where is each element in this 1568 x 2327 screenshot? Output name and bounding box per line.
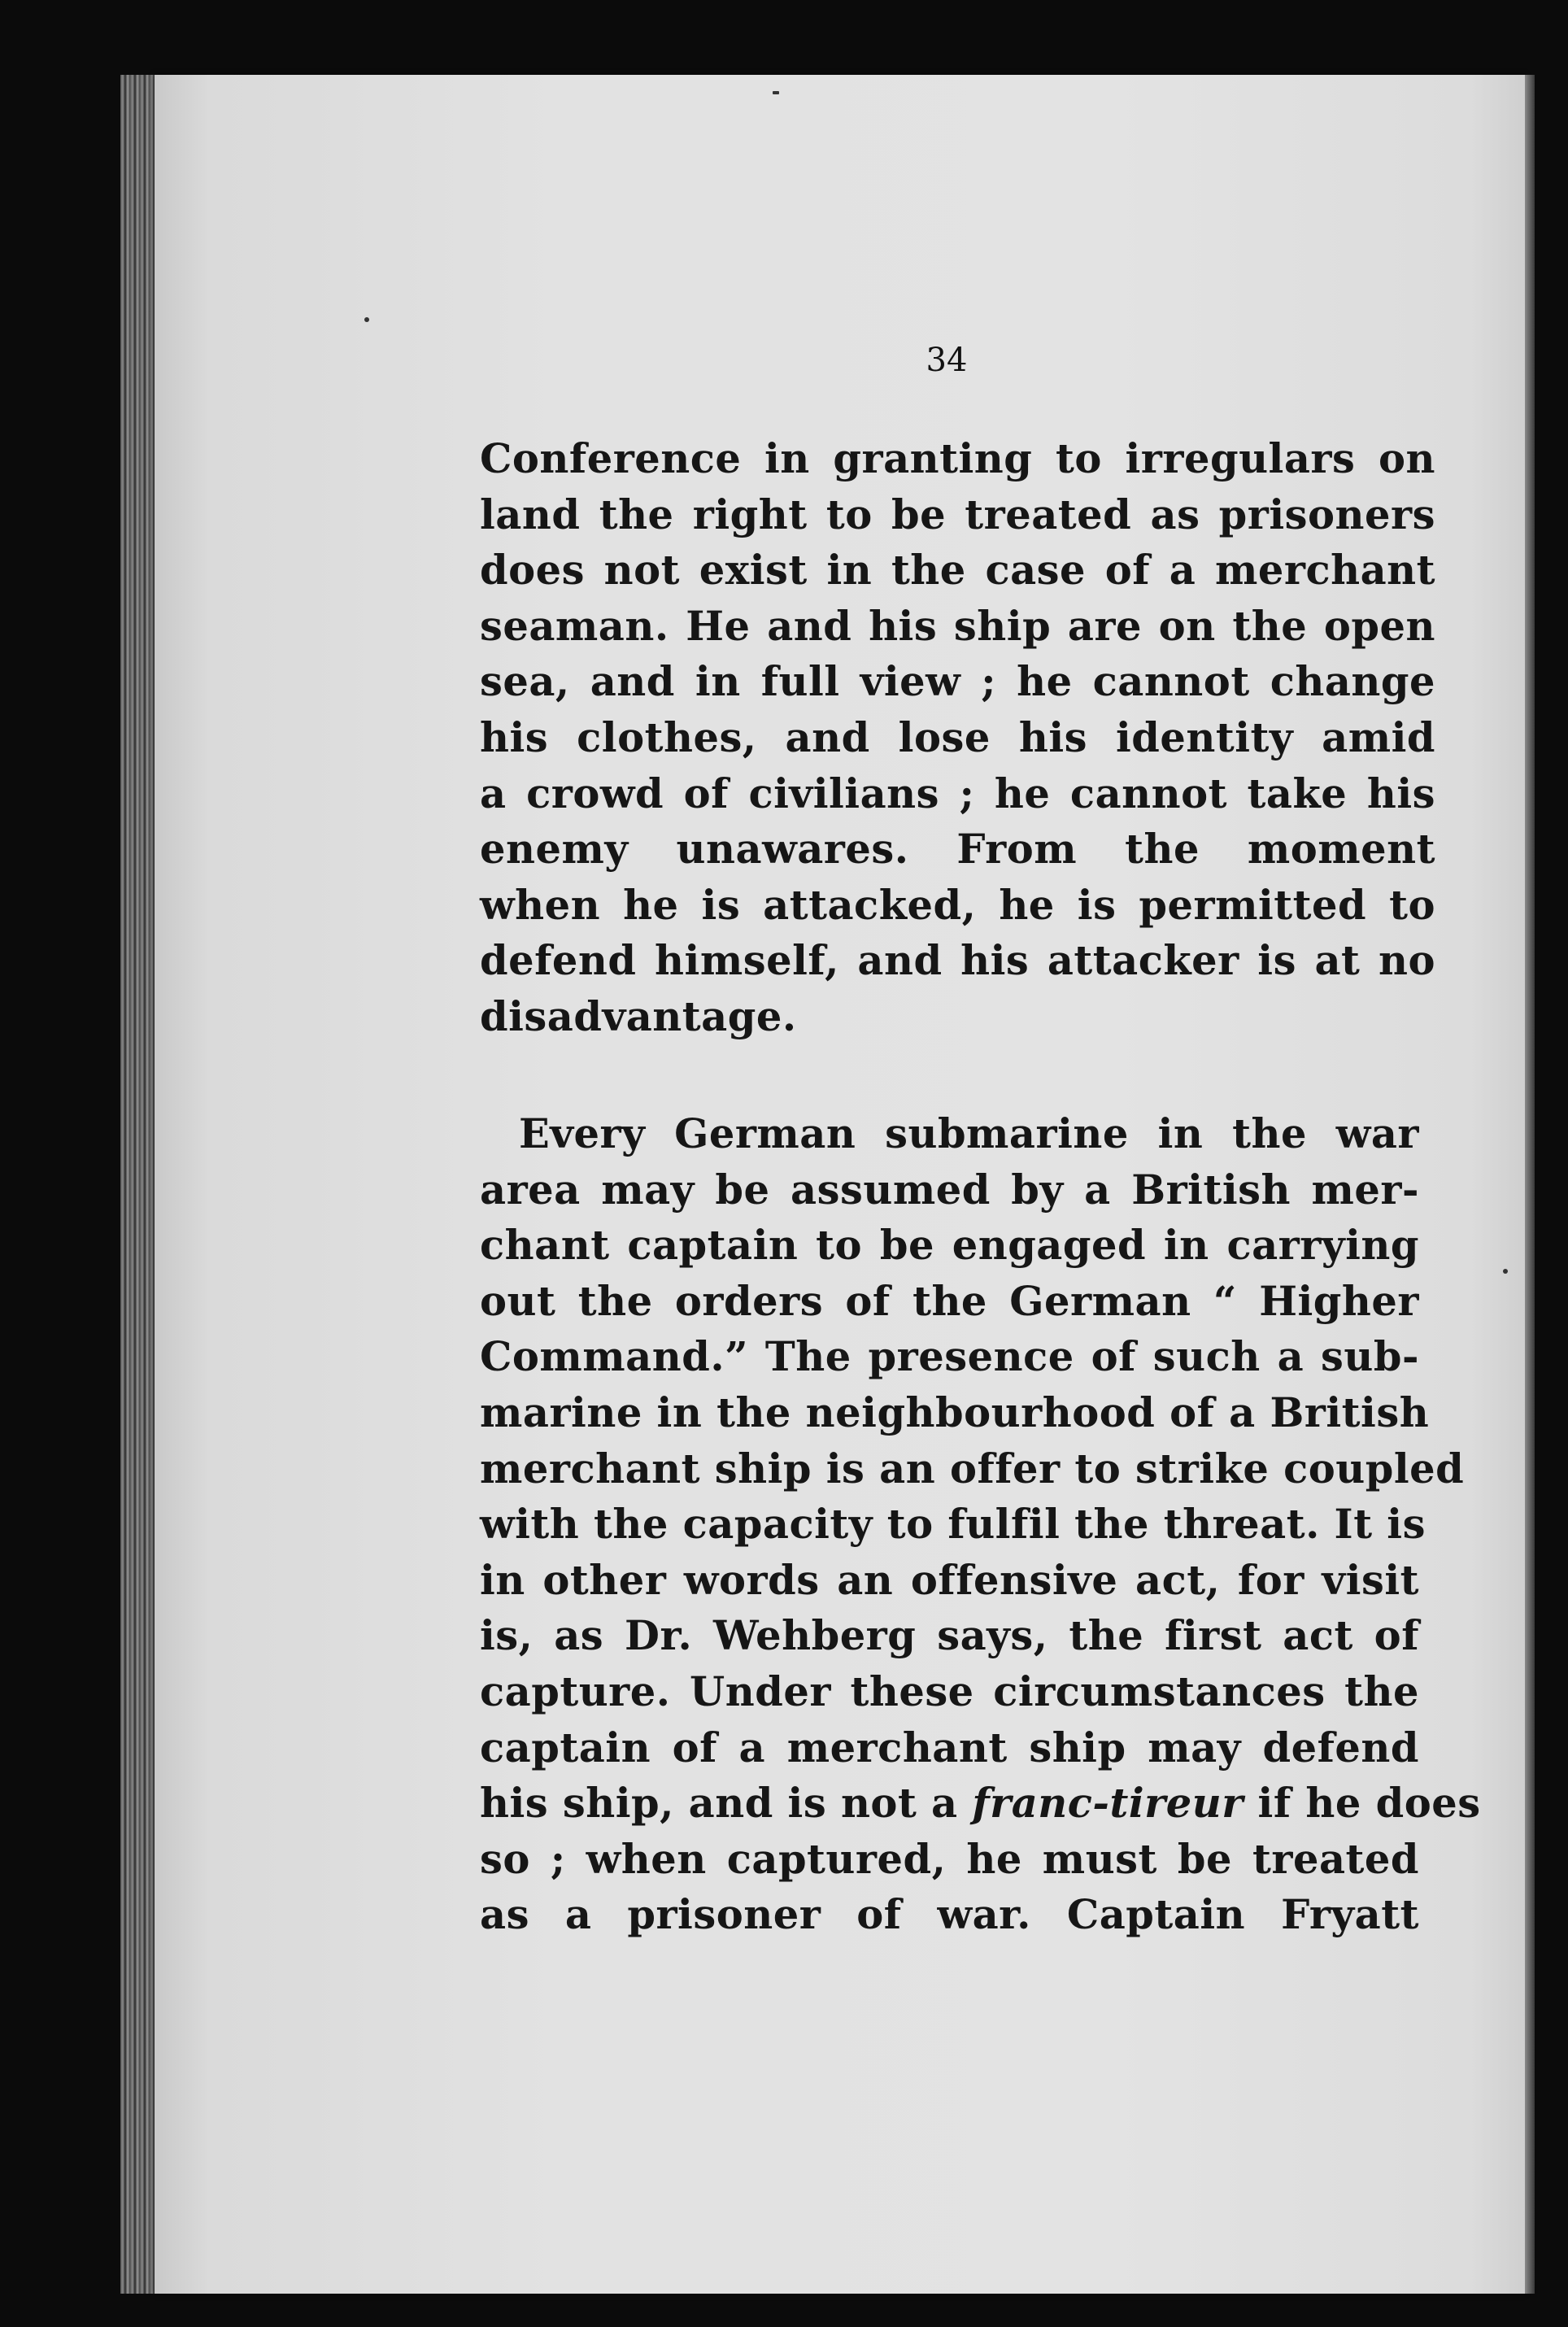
text-line: Conference in granting to irregulars on	[480, 435, 1435, 482]
text-segment: his ship, and is not a	[480, 1780, 958, 1828]
text-line: captain of a merchant ship may defend	[480, 1723, 1419, 1771]
text-line: with the capacity to fulfil the threat. It is	[480, 1501, 1426, 1549]
paragraph-1	[480, 431, 1435, 1045]
book-spine	[120, 75, 156, 2294]
text-line: marine in the neighbourhood of a British	[480, 1388, 1430, 1436]
text-line: does not exist in the case of a merchant	[480, 547, 1435, 595]
text-line: defend himself, and his attacker is at no	[480, 937, 1435, 985]
print-speck	[364, 317, 369, 322]
text-line: in other words an offensive act, for visit	[480, 1556, 1419, 1604]
text-line: merchant ship is an offer to strike coupled	[480, 1445, 1465, 1493]
text-line-with-italic	[480, 1776, 1481, 1832]
text-line: land the right to be treated as prisoners	[480, 490, 1435, 538]
text-line: chant captain to be engaged in carrying	[480, 1222, 1419, 1270]
text-line: enemy unawares. From the moment	[480, 826, 1435, 874]
page-number: 34	[926, 342, 968, 379]
text-line: as a prisoner of war. Captain Fryatt	[480, 1891, 1419, 1939]
text-line: out the orders of the German “ Higher	[480, 1277, 1419, 1325]
text-line: Every German submarine in the war	[519, 1110, 1419, 1157]
paragraph-2	[480, 1106, 1481, 1943]
text-segment: if he does	[1257, 1780, 1481, 1828]
text-line: capture. Under these circumstances the	[480, 1667, 1419, 1715]
text-line: when he is attacked, he is permitted to	[480, 881, 1435, 929]
text-line: sea, and in full view ; he cannot change	[480, 658, 1435, 706]
text-line: a crowd of civilians ; he cannot take his	[480, 769, 1435, 817]
text-line: is, as Dr. Wehberg says, the first act of	[480, 1612, 1419, 1660]
text-line: area may be assumed by a British mer-	[480, 1166, 1419, 1214]
print-speck	[1503, 1269, 1508, 1274]
text-line: seaman. He and his ship are on the open	[480, 602, 1435, 650]
text-line: so ; when captured, he must be treated	[480, 1835, 1419, 1883]
page-edge	[1525, 75, 1535, 2294]
text-line: his clothes, and lose his identity amid	[480, 713, 1435, 761]
italic-term: franc-tireur	[972, 1780, 1244, 1828]
text-line: disadvantage.	[480, 992, 797, 1040]
print-speck	[773, 91, 779, 94]
text-line: Command.” The presence of such a sub-	[480, 1333, 1419, 1381]
